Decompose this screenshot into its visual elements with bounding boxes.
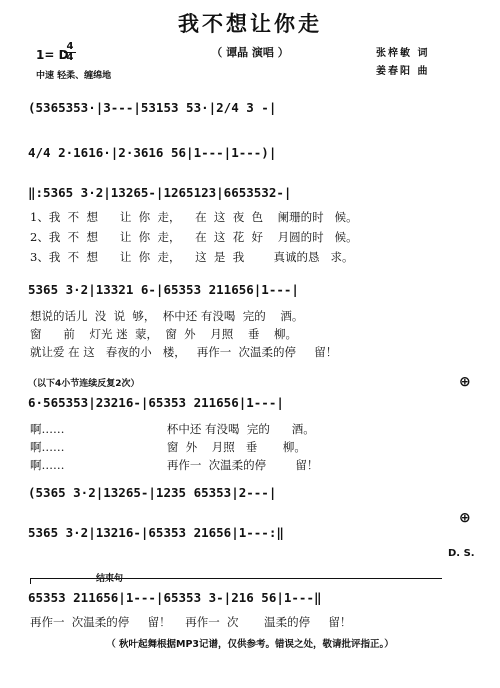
lyric-verse-1-b: 想说的话儿 没 说 够， 杯中还 有没喝 完的 酒。 <box>30 309 304 323</box>
lyric-chorus-2: 啊…… 窗 外 月照 垂 柳。 <box>30 440 306 454</box>
key-signature: 1= D <box>36 48 69 62</box>
time-signature-top: 4 <box>66 41 74 52</box>
staff-row-4 <box>28 280 468 300</box>
staff-row-7 <box>28 523 468 543</box>
notes-row: 5365 3·2|13321 6-|65353 211656|1---| <box>28 282 299 297</box>
staff-row-3 <box>28 183 468 203</box>
lyric-chorus-1: 啊…… 杯中还 有没喝 完的 酒。 <box>30 422 315 436</box>
notes-row: 6·565353|23216-|65353 211656|1---| <box>28 395 284 410</box>
staff-row-6 <box>28 483 468 503</box>
tempo-marking: 中速 轻柔、缠绵地 <box>36 71 112 81</box>
lyric-verse-1-a: 1、我 不 想 让 你 走， 在 这 夜 色 阑珊的时 候。 <box>30 210 358 224</box>
lyric-verse-3-b: 就让爱 在 这 春夜的小 楼， 再作一 次温柔的停 留！ <box>30 345 338 359</box>
notes-row: ‖:5365 3·2|13265-|1265123|6653532-| <box>28 185 292 200</box>
time-signature-bottom: 4 <box>66 52 74 63</box>
staff-row-1 <box>28 98 468 118</box>
staff-row-5 <box>28 393 468 413</box>
ending-label: 结束句 <box>96 574 124 584</box>
song-title: 我不想让你走 <box>178 12 322 36</box>
ending-bracket <box>30 578 442 579</box>
singer-line: （ 谭晶 演唱 ） <box>211 46 289 59</box>
time-signature <box>64 42 76 63</box>
notes-row: 5365 3·2|13216-|65353 21656|1---:‖ <box>28 525 284 540</box>
notes-row: (5365 3·2|13265-|1235 65353|2---| <box>28 485 277 500</box>
coda-sign-top: ⊕ <box>459 374 471 390</box>
repeat-instruction: （以下4小节连续反复2次） <box>28 379 140 389</box>
staff-row-2 <box>28 143 468 163</box>
notes-row: (5365353·|3---|53153 53·|2/4 3 -| <box>28 100 277 115</box>
notes-row: 4/4 2·1616·|2·3616 56|1---|1---)| <box>28 145 277 160</box>
dal-segno-mark: D. S. <box>448 548 475 559</box>
composer-credit: 姜春阳 曲 <box>376 66 430 77</box>
ending-bracket-tick <box>30 578 31 584</box>
notes-row: 65353 211656|1---|65353 3-|216 56|1---‖ <box>28 590 322 605</box>
lyric-chorus-3: 啊…… 再作一 次温柔的停 留！ <box>30 458 319 472</box>
staff-row-8 <box>28 588 468 608</box>
coda-sign-bottom: ⊕ <box>459 510 471 526</box>
lyric-ending: 再作一 次温柔的停 留！ 再作一 次 温柔的停 留！ <box>30 615 352 629</box>
lyric-verse-2-a: 2、我 不 想 让 你 走， 在 这 花 好 月圆的时 候。 <box>30 230 358 244</box>
lyric-verse-3-a: 3、我 不 想 让 你 走， 这 是 我 真诚的恳 求。 <box>30 250 354 264</box>
lyricist-credit: 张梓敏 词 <box>376 48 430 59</box>
lyric-verse-2-b: 窗 前 灯光 迷 蒙， 窗 外 月照 垂 柳。 <box>30 327 298 341</box>
transcription-note: （ 秋叶起舞根据MP3记谱，仅供参考。错误之处，敬请批评指正。） <box>106 639 394 650</box>
